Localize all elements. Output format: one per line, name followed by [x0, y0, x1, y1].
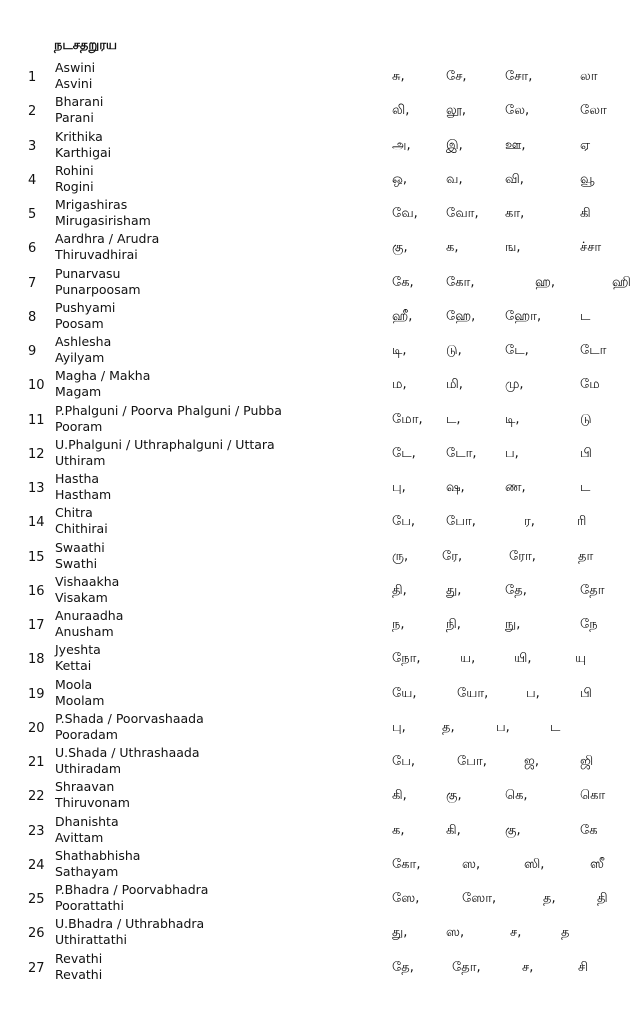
- table-row: [0, 745, 638, 779]
- nakshatra-tamil-name: Parani: [55, 110, 94, 126]
- table-row: [0, 677, 638, 711]
- syllable: கு,: [505, 822, 521, 838]
- table-row: [0, 403, 638, 437]
- syllable: தே,: [505, 582, 527, 598]
- table-row: [0, 882, 638, 916]
- syllable: ஹோ,: [505, 308, 542, 324]
- syllable: ந,: [392, 617, 405, 632]
- syllable: கே: [580, 822, 598, 838]
- row-number: 2: [28, 104, 37, 120]
- nakshatra-name: Magha / Makha: [55, 368, 151, 384]
- syllable: தோ,: [452, 959, 481, 975]
- nakshatra-tamil-name: Anusham: [55, 624, 114, 639]
- syllable: கி: [580, 206, 591, 221]
- syllable: நி,: [446, 617, 461, 632]
- nakshatra-name: Jyeshta: [55, 642, 101, 658]
- nakshatra-names: [55, 94, 103, 126]
- syllable: கா,: [505, 206, 525, 221]
- syllable: கு,: [392, 240, 408, 256]
- row-number: 4: [28, 172, 37, 188]
- syllable: ம,: [392, 377, 407, 393]
- page-title: நடசதறுரய: [54, 38, 118, 53]
- nakshatra-name: P.Phalguni / Poorva Phalguni / Pubba: [55, 402, 282, 418]
- nakshatra-name: Hastha: [55, 471, 100, 486]
- nakshatra-tamil-name: Visakam: [55, 589, 108, 605]
- syllable: சோ,: [505, 69, 533, 84]
- nakshatra-names: [55, 197, 151, 229]
- row-number: 6: [28, 241, 37, 257]
- syllable: க,: [446, 240, 459, 256]
- nakshatra-tamil-name: Punarpoosam: [55, 281, 141, 297]
- syllable: ஹ,: [535, 274, 556, 290]
- nakshatra-tamil-name: Poosam: [55, 315, 104, 331]
- table-row: [0, 60, 638, 94]
- row-number: 5: [28, 207, 37, 222]
- table-row: [0, 916, 638, 950]
- syllable: சு,: [392, 69, 405, 84]
- table-row: [0, 642, 638, 676]
- nakshatra-names: [55, 540, 105, 572]
- syllable: க,: [392, 822, 405, 838]
- row-number: 17: [28, 618, 45, 633]
- syllable: மி,: [446, 377, 463, 393]
- row-number: 3: [28, 138, 37, 154]
- syllable: து,: [446, 582, 462, 598]
- table-row: [0, 574, 638, 608]
- syllable: கொ: [580, 788, 606, 804]
- syllable: ரே,: [442, 548, 463, 564]
- row-number: 16: [28, 583, 45, 599]
- nakshatra-tamil-name: Avittam: [55, 829, 104, 845]
- syllable: யி,: [514, 651, 532, 667]
- syllable: ஒ,: [392, 171, 408, 187]
- syllable: டு,: [446, 343, 462, 358]
- nakshatra-tamil-name: Pooradam: [55, 726, 118, 742]
- syllable: யே,: [392, 685, 417, 701]
- nakshatra-tamil-name: Moolam: [55, 692, 105, 708]
- syllable: ஸ,: [446, 925, 465, 941]
- syllable: ஸி,: [524, 856, 545, 872]
- row-number: 23: [28, 823, 45, 839]
- syllable: த: [561, 925, 570, 941]
- syllable: டி,: [392, 343, 407, 358]
- table-row: [0, 368, 638, 402]
- syllable: ஹி: [612, 274, 631, 290]
- table-row: [0, 779, 638, 813]
- nakshatra-names: [55, 574, 119, 606]
- nakshatra-name: Pushyami: [55, 299, 116, 315]
- table-row: [0, 197, 638, 231]
- row-number: 13: [28, 481, 45, 496]
- row-number: 10: [28, 378, 45, 394]
- nakshatra-name: Shathabhisha: [55, 847, 141, 863]
- syllable: தே,: [392, 959, 414, 975]
- syllable: ஸோ,: [462, 891, 497, 906]
- nakshatra-name: Mrigashiras: [55, 197, 128, 212]
- syllable: த,: [442, 719, 455, 735]
- nakshatra-name: U.Phalguni / Uthraphalguni / Uttara: [55, 436, 275, 452]
- nakshatra-names: [55, 779, 130, 811]
- nakshatra-tamil-name: Thiruvonam: [55, 795, 130, 811]
- syllable: ச்சா: [580, 240, 602, 256]
- syllable: மு,: [505, 377, 524, 393]
- nakshatra-tamil-name: Uthiram: [55, 452, 106, 468]
- nakshatra-name: Rohini: [55, 162, 94, 178]
- syllable: போ,: [457, 754, 487, 769]
- syllable: யு: [575, 651, 587, 667]
- syllable: ஜி: [580, 754, 594, 769]
- nakshatra-name: Chitra: [55, 505, 93, 521]
- syllable: ய,: [460, 651, 476, 667]
- nakshatra-names: [55, 711, 204, 743]
- syllable: கு,: [446, 788, 462, 804]
- table-row: [0, 437, 638, 471]
- syllable: கி,: [392, 788, 407, 804]
- syllable: டு: [580, 411, 592, 427]
- syllable: ங,: [505, 240, 521, 256]
- syllable: ண,: [505, 480, 526, 495]
- nakshatra-name: Revathi: [55, 950, 103, 966]
- syllable: டோ,: [446, 445, 477, 461]
- nakshatra-names: [55, 163, 94, 195]
- syllable: ஹே,: [446, 308, 476, 324]
- syllable: ச,: [522, 959, 534, 975]
- syllable: கே,: [392, 274, 414, 290]
- syllable: வூ: [580, 171, 595, 187]
- syllable: ரு,: [392, 548, 409, 564]
- syllable: தி: [597, 891, 608, 906]
- table-row: [0, 608, 638, 642]
- nakshatra-name: Bharani: [55, 94, 104, 110]
- syllable: ஸீ: [590, 856, 604, 872]
- syllable: ஸ,: [462, 856, 481, 872]
- syllable: ர,: [524, 514, 535, 530]
- syllable: லே,: [505, 103, 530, 119]
- nakshatra-tamil-name: Uthiradam: [55, 761, 122, 776]
- row-number: 24: [28, 857, 45, 873]
- nakshatra-name: Moola: [55, 676, 93, 692]
- syllable: லி,: [392, 103, 410, 119]
- row-number: 21: [28, 755, 45, 770]
- syllable: வே,: [392, 206, 418, 221]
- nakshatra-names: [55, 814, 119, 846]
- syllable: வி,: [505, 171, 524, 187]
- row-number: 12: [28, 446, 45, 462]
- syllable: மே: [580, 377, 600, 393]
- syllable: பே,: [392, 514, 416, 530]
- nakshatra-names: [55, 608, 123, 640]
- syllable: பு,: [392, 719, 406, 735]
- nakshatra-name: U.Shada / Uthrashaada: [55, 745, 200, 760]
- nakshatra-name: P.Bhadra / Poorvabhadra: [55, 882, 209, 897]
- nakshatra-name: Shraavan: [55, 779, 115, 795]
- nakshatra-names: [55, 642, 101, 674]
- nakshatra-name: Dhanishta: [55, 813, 119, 829]
- syllable: பே,: [392, 754, 416, 769]
- syllable: டே,: [505, 343, 529, 358]
- nakshatra-tamil-name: Chithirai: [55, 521, 108, 537]
- nakshatra-names: [55, 882, 208, 914]
- syllable: நோ,: [392, 651, 421, 667]
- syllable: த,: [543, 891, 556, 906]
- syllable: ச,: [510, 925, 522, 941]
- syllable: ட: [580, 308, 591, 324]
- nakshatra-names: [55, 677, 104, 709]
- syllable: போ,: [446, 514, 476, 530]
- nakshatra-name: Ashlesha: [55, 334, 112, 349]
- table-row: [0, 300, 638, 334]
- nakshatra-names: [55, 471, 111, 503]
- row-number: 7: [28, 275, 37, 291]
- syllable: தோ: [580, 582, 605, 598]
- nakshatra-names: [55, 368, 150, 400]
- nakshatra-name: Aswini: [55, 60, 96, 75]
- table-row: [0, 129, 638, 163]
- table-row: [0, 334, 638, 368]
- syllable: வ,: [446, 171, 463, 187]
- syllable: சே,: [446, 69, 467, 84]
- row-number: 14: [28, 515, 45, 531]
- table-row: [0, 505, 638, 539]
- nakshatra-tamil-name: Hastham: [55, 487, 112, 502]
- syllable: ரோ,: [509, 548, 536, 564]
- syllable: டி,: [505, 411, 520, 427]
- table-row: [0, 951, 638, 985]
- nakshatra-names: [55, 505, 108, 537]
- table-row: [0, 266, 638, 300]
- syllable: லா: [580, 69, 598, 84]
- nakshatra-tamil-name: Mirugasirisham: [55, 213, 151, 228]
- syllable: ட: [550, 719, 561, 735]
- nakshatra-tamil-name: Magam: [55, 384, 102, 400]
- nakshatra-name: Aardhra / Arudra: [55, 231, 160, 247]
- nakshatra-names: [55, 231, 159, 263]
- syllable: ஸே,: [392, 891, 420, 906]
- row-number: 26: [28, 926, 45, 942]
- syllable: ஏ: [580, 137, 591, 153]
- syllable: வோ,: [446, 206, 479, 221]
- syllable: கோ,: [392, 856, 421, 872]
- syllable: ஹீ,: [392, 308, 413, 324]
- syllable: பு,: [392, 480, 406, 495]
- row-number: 15: [28, 549, 45, 565]
- nakshatra-names: [55, 437, 275, 469]
- syllable: லூ,: [446, 103, 467, 119]
- nakshatra-tamil-name: Sathayam: [55, 863, 119, 879]
- nakshatra-name: Anuraadha: [55, 608, 124, 623]
- syllable: கோ,: [446, 274, 475, 290]
- nakshatra-name: P.Shada / Poorvashaada: [55, 710, 204, 726]
- row-number: 20: [28, 720, 45, 736]
- table-row: [0, 94, 638, 128]
- nakshatra-tamil-name: Asvini: [55, 76, 93, 91]
- syllable: ட: [580, 480, 591, 495]
- syllable: தா: [578, 548, 594, 564]
- nakshatra-tamil-name: Rogini: [55, 178, 94, 194]
- nakshatra-tamil-name: Pooram: [55, 418, 103, 434]
- nakshatra-tamil-name: Ayilyam: [55, 350, 105, 365]
- syllable: டோ: [580, 343, 607, 358]
- table-row: [0, 471, 638, 505]
- syllable: யோ,: [457, 685, 489, 701]
- syllable: ஜ,: [524, 754, 539, 769]
- row-number: 19: [28, 686, 45, 702]
- table-row: [0, 848, 638, 882]
- table-row: [0, 540, 638, 574]
- nakshatra-tamil-name: Kettai: [55, 658, 92, 674]
- syllable: லோ: [580, 103, 607, 119]
- row-number: 11: [28, 412, 45, 428]
- syllable: ரி: [577, 514, 587, 530]
- nakshatra-name: Swaathi: [55, 539, 105, 555]
- nakshatra-name: Vishaakha: [55, 573, 120, 589]
- syllable: டே,: [392, 445, 416, 461]
- row-number: 8: [28, 309, 37, 325]
- syllable: மோ,: [392, 411, 423, 427]
- syllable: பி: [580, 685, 592, 701]
- row-number: 25: [28, 892, 45, 907]
- nakshatra-tamil-name: Karthigai: [55, 144, 112, 160]
- syllable: கி,: [446, 822, 461, 838]
- nakshatra-tamil-name: Poorattathi: [55, 898, 124, 913]
- nakshatra-names: [55, 403, 282, 435]
- nakshatra-names: [55, 266, 141, 298]
- syllable: து,: [392, 925, 408, 941]
- nakshatra-name: Krithika: [55, 128, 103, 144]
- syllable: அ,: [392, 137, 411, 153]
- syllable: நு,: [505, 617, 521, 632]
- table-row: [0, 814, 638, 848]
- syllable: ப,: [526, 685, 540, 701]
- nakshatra-names: [55, 300, 115, 332]
- nakshatra-tamil-name: Uthirattathi: [55, 932, 128, 948]
- nakshatra-names: [55, 916, 204, 948]
- row-number: 1: [28, 70, 37, 85]
- syllable: ஷ,: [446, 480, 465, 495]
- syllable: கெ,: [505, 788, 528, 804]
- nakshatra-names: [55, 951, 102, 983]
- syllable: தி,: [392, 582, 407, 598]
- nakshatra-names: [55, 334, 111, 366]
- syllable: ட,: [446, 411, 461, 427]
- nakshatra-tamil-name: Revathi: [55, 966, 103, 982]
- nakshatra-names: [55, 129, 111, 161]
- table-row: [0, 711, 638, 745]
- row-number: 27: [28, 960, 45, 976]
- nakshatra-tamil-name: Thiruvadhirai: [55, 247, 138, 263]
- syllable: ப,: [505, 445, 519, 461]
- nakshatra-tamil-name: Swathi: [55, 555, 98, 571]
- syllable: சி: [578, 959, 589, 975]
- nakshatra-names: [55, 60, 95, 92]
- row-number: 9: [28, 344, 37, 359]
- syllable: பி: [580, 445, 592, 461]
- nakshatra-name: U.Bhadra / Uthrabhadra: [55, 916, 205, 932]
- syllable: ஊ,: [505, 137, 526, 153]
- table-row: [0, 231, 638, 265]
- row-number: 18: [28, 652, 45, 668]
- nakshatra-names: [55, 848, 140, 880]
- syllable: இ,: [446, 137, 463, 153]
- row-number: 22: [28, 789, 45, 805]
- nakshatra-name: Punarvasu: [55, 265, 121, 281]
- nakshatra-names: [55, 745, 200, 777]
- table-row: [0, 163, 638, 197]
- syllable: ப,: [496, 719, 510, 735]
- syllable: நே: [580, 617, 598, 632]
